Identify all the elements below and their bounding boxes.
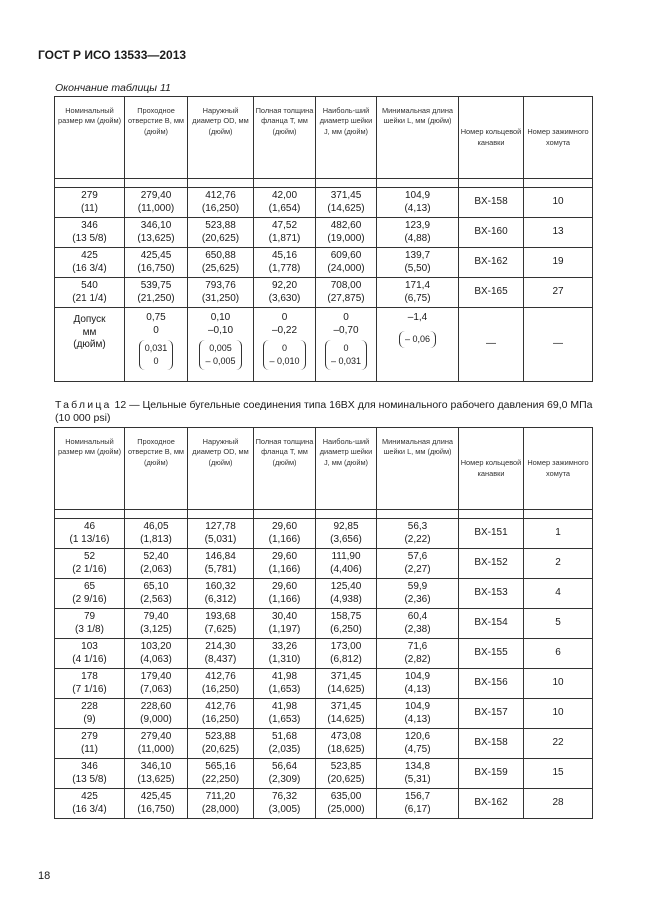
table-cell: 111,90 (4,406) — [316, 549, 377, 579]
column-header: Полная толщина фланца T, мм (дюйм) — [254, 97, 316, 179]
ring-groove-cell: BX-155 — [459, 639, 524, 669]
table-cell: 371,45 (14,625) — [316, 699, 377, 729]
ring-groove-cell: BX-160 — [459, 218, 524, 248]
table-cell: 346,10 (13,625) — [125, 759, 188, 789]
column-header: Номинальный размер мм (дюйм) — [55, 428, 125, 510]
tolerance-row — [55, 308, 593, 382]
column-header: Наиболь-ший диаметр шейки J, мм (дюйм) — [316, 97, 377, 179]
table-cell: 47,52 (1,871) — [254, 218, 316, 248]
table-cell: 523,88 (20,625) — [188, 218, 254, 248]
document-id: ГОСТ Р ИСО 13533—2013 — [38, 48, 187, 62]
table-cell: 45,16 (1,778) — [254, 248, 316, 278]
table-cell: 79 (3 1/8) — [55, 609, 125, 639]
table-cell: 46,05 (1,813) — [125, 519, 188, 549]
table-cell: 346,10 (13,625) — [125, 218, 188, 248]
table-cell: 92,85 (3,656) — [316, 519, 377, 549]
table-row — [55, 188, 593, 218]
table-cell: 29,60 (1,166) — [254, 519, 316, 549]
table-row — [55, 579, 593, 609]
clamp-number-cell: 10 — [524, 699, 593, 729]
table-row — [55, 549, 593, 579]
table-cell: 125,40 (4,938) — [316, 579, 377, 609]
table-cell: 539,75 (21,250) — [125, 278, 188, 308]
table-cell: 71,6 (2,82) — [377, 639, 459, 669]
table-11 — [54, 96, 593, 382]
clamp-number-cell: 10 — [524, 188, 593, 218]
table-cell: 65 (2 9/16) — [55, 579, 125, 609]
table-cell: 123,9 (4,88) — [377, 218, 459, 248]
column-header: Проходное отверстие B, мм (дюйм) — [125, 428, 188, 510]
table-cell: 59,9 (2,36) — [377, 579, 459, 609]
table-cell: 473,08 (18,625) — [316, 729, 377, 759]
table-row — [55, 278, 593, 308]
table-cell: 523,88 (20,625) — [188, 729, 254, 759]
table-cell: 523,85 (20,625) — [316, 759, 377, 789]
table-cell: 56,64 (2,309) — [254, 759, 316, 789]
table-cell: 41,98 (1,653) — [254, 699, 316, 729]
column-header: Номер кольцевой канавки — [459, 428, 524, 510]
ring-groove-cell: BX-162 — [459, 789, 524, 819]
tolerance-clamp: — — [524, 308, 593, 382]
table-cell: 565,16 (22,250) — [188, 759, 254, 789]
ring-groove-cell: BX-158 — [459, 729, 524, 759]
table-cell: 708,00 (27,875) — [316, 278, 377, 308]
ring-groove-cell: BX-154 — [459, 609, 524, 639]
table-row — [55, 789, 593, 819]
table-cell: 412,76 (16,250) — [188, 188, 254, 218]
table-cell: 60,4 (2,38) — [377, 609, 459, 639]
table-row — [55, 218, 593, 248]
table-cell: 540 (21 1/4) — [55, 278, 125, 308]
column-header: Минимальная длина шейки L, мм (дюйм) — [377, 97, 459, 179]
table-cell: 134,8 (5,31) — [377, 759, 459, 789]
table-cell: 41,98 (1,653) — [254, 669, 316, 699]
table-row — [55, 759, 593, 789]
table-cell: 46 (1 13/16) — [55, 519, 125, 549]
table-cell: 371,45 (14,625) — [316, 188, 377, 218]
clamp-number-cell: 1 — [524, 519, 593, 549]
table-cell: 160,32 (6,312) — [188, 579, 254, 609]
ring-groove-cell: BX-151 — [459, 519, 524, 549]
table-row — [55, 699, 593, 729]
table-cell: 412,76 (16,250) — [188, 699, 254, 729]
tolerance-hub-length: –1,4 – 0,06 — [377, 308, 459, 382]
table-cell: 51,68 (2,035) — [254, 729, 316, 759]
table-cell: 104,9 (4,13) — [377, 699, 459, 729]
tolerance-bore: 0,75 0 0,031 0 — [125, 308, 188, 382]
table12-header-row — [55, 428, 593, 510]
table-cell: 228 (9) — [55, 699, 125, 729]
table-cell: 120,6 (4,75) — [377, 729, 459, 759]
clamp-number-cell: 10 — [524, 669, 593, 699]
table-row — [55, 669, 593, 699]
column-header: Наружный диаметр OD, мм (дюйм) — [188, 428, 254, 510]
clamp-number-cell: 4 — [524, 579, 593, 609]
table-cell: 158,75 (6,250) — [316, 609, 377, 639]
column-header: Номинальный размер мм (дюйм) — [55, 97, 125, 179]
table12-caption: Таблица 12 — Цельные бугельные соединения типа 16BX для номинального рабочего давления 69,0 МПа (10 000 psi) — [55, 399, 593, 424]
table-cell: 57,6 (2,27) — [377, 549, 459, 579]
table-cell: 173,00 (6,812) — [316, 639, 377, 669]
table-cell: 65,10 (2,563) — [125, 579, 188, 609]
column-header: Минимальная длина шейки L, мм (дюйм) — [377, 428, 459, 510]
spacer-row — [55, 510, 593, 519]
table-cell: 279 (11) — [55, 188, 125, 218]
tolerance-hub-diameter: 0 –0,70 0 – 0,031 — [316, 308, 377, 382]
page-number: 18 — [38, 870, 51, 882]
table-cell: 179,40 (7,063) — [125, 669, 188, 699]
tolerance-od: 0,10 –0,10 0,005 – 0,005 — [188, 308, 254, 382]
clamp-number-cell: 28 — [524, 789, 593, 819]
table-cell: 139,7 (5,50) — [377, 248, 459, 278]
column-header: Наружный диаметр OD, мм (дюйм) — [188, 97, 254, 179]
table-cell: 793,76 (31,250) — [188, 278, 254, 308]
table-cell: 171,4 (6,75) — [377, 278, 459, 308]
table11-caption: Окончание таблицы 11 — [55, 82, 171, 94]
table-cell: 279,40 (11,000) — [125, 729, 188, 759]
tolerance-label: Допуск мм (дюйм) — [55, 308, 125, 382]
table-cell: 214,30 (8,437) — [188, 639, 254, 669]
spacer-row — [55, 179, 593, 188]
table-cell: 193,68 (7,625) — [188, 609, 254, 639]
ring-groove-cell: BX-152 — [459, 549, 524, 579]
clamp-number-cell: 6 — [524, 639, 593, 669]
column-header: Номер зажимного хомута — [524, 428, 593, 510]
table11-header-row — [55, 97, 593, 179]
clamp-number-cell: 22 — [524, 729, 593, 759]
table-cell: 79,40 (3,125) — [125, 609, 188, 639]
table-cell: 425 (16 3/4) — [55, 248, 125, 278]
column-header: Проходное отверстие B, мм (дюйм) — [125, 97, 188, 179]
table-cell: 346 (13 5/8) — [55, 218, 125, 248]
table-cell: 711,20 (28,000) — [188, 789, 254, 819]
tolerance-ring: — — [459, 308, 524, 382]
ring-groove-cell: BX-157 — [459, 699, 524, 729]
table-cell: 127,78 (5,031) — [188, 519, 254, 549]
table-row — [55, 609, 593, 639]
clamp-number-cell: 2 — [524, 549, 593, 579]
table-cell: 92,20 (3,630) — [254, 278, 316, 308]
table-cell: 346 (13 5/8) — [55, 759, 125, 789]
table-cell: 412,76 (16,250) — [188, 669, 254, 699]
table-cell: 156,7 (6,17) — [377, 789, 459, 819]
ring-groove-cell: BX-162 — [459, 248, 524, 278]
table-cell: 30,40 (1,197) — [254, 609, 316, 639]
clamp-number-cell: 5 — [524, 609, 593, 639]
ring-groove-cell: BX-165 — [459, 278, 524, 308]
ring-groove-cell: BX-156 — [459, 669, 524, 699]
table-cell: 228,60 (9,000) — [125, 699, 188, 729]
column-header: Полная толщина фланца T, мм (дюйм) — [254, 428, 316, 510]
table-cell: 104,9 (4,13) — [377, 188, 459, 218]
table-cell: 279,40 (11,000) — [125, 188, 188, 218]
clamp-number-cell: 15 — [524, 759, 593, 789]
table-row — [55, 248, 593, 278]
table-cell: 482,60 (19,000) — [316, 218, 377, 248]
table-cell: 103,20 (4,063) — [125, 639, 188, 669]
ring-groove-cell: BX-153 — [459, 579, 524, 609]
ring-groove-cell: BX-159 — [459, 759, 524, 789]
table-cell: 635,00 (25,000) — [316, 789, 377, 819]
table-cell: 425,45 (16,750) — [125, 248, 188, 278]
table-cell: 29,60 (1,166) — [254, 549, 316, 579]
table-cell: 279 (11) — [55, 729, 125, 759]
table-row — [55, 729, 593, 759]
table-cell: 76,32 (3,005) — [254, 789, 316, 819]
table-12 — [54, 427, 593, 819]
table-cell: 33,26 (1,310) — [254, 639, 316, 669]
table-row — [55, 519, 593, 549]
clamp-number-cell: 19 — [524, 248, 593, 278]
table-cell: 650,88 (25,625) — [188, 248, 254, 278]
table-cell: 609,60 (24,000) — [316, 248, 377, 278]
table-cell: 42,00 (1,654) — [254, 188, 316, 218]
table-cell: 52,40 (2,063) — [125, 549, 188, 579]
table-cell: 371,45 (14,625) — [316, 669, 377, 699]
table-cell: 56,3 (2,22) — [377, 519, 459, 549]
table-cell: 425,45 (16,750) — [125, 789, 188, 819]
clamp-number-cell: 27 — [524, 278, 593, 308]
table-row — [55, 639, 593, 669]
ring-groove-cell: BX-158 — [459, 188, 524, 218]
table-cell: 104,9 (4,13) — [377, 669, 459, 699]
table-cell: 52 (2 1/16) — [55, 549, 125, 579]
column-header: Номер кольцевой канавки — [459, 97, 524, 179]
tolerance-thickness: 0 –0,22 0 – 0,010 — [254, 308, 316, 382]
column-header: Номер зажимного хомута — [524, 97, 593, 179]
table-cell: 425 (16 3/4) — [55, 789, 125, 819]
table-cell: 103 (4 1/16) — [55, 639, 125, 669]
clamp-number-cell: 13 — [524, 218, 593, 248]
table-cell: 178 (7 1/16) — [55, 669, 125, 699]
column-header: Наиболь-ший диаметр шейки J, мм (дюйм) — [316, 428, 377, 510]
table-cell: 146,84 (5,781) — [188, 549, 254, 579]
table-cell: 29,60 (1,166) — [254, 579, 316, 609]
